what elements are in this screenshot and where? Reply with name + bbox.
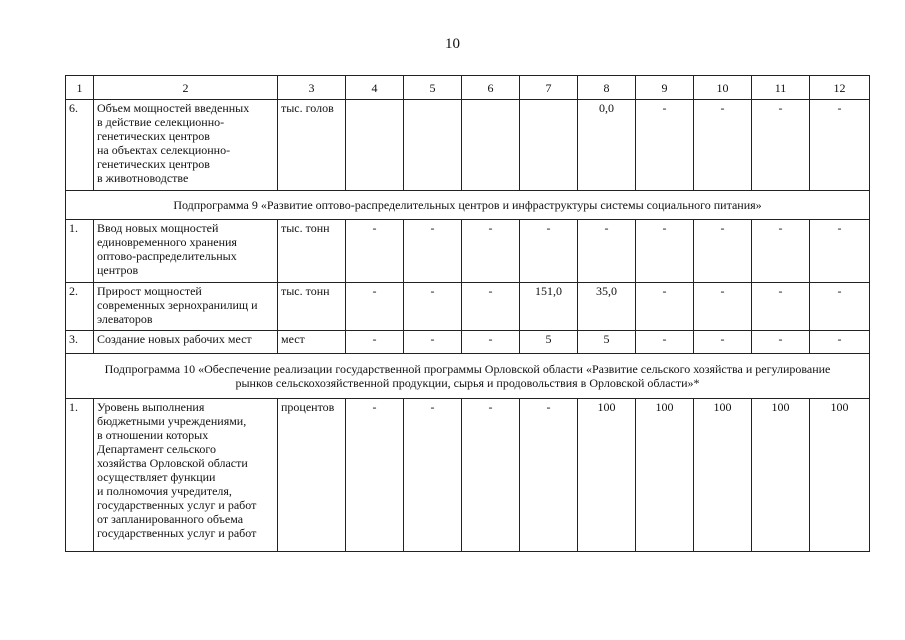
- value-cell: 0,0: [578, 100, 636, 191]
- column-number-row: [66, 76, 870, 100]
- value-cell: -: [462, 399, 520, 552]
- column-header: 4: [346, 76, 404, 100]
- indicator-name-line: Департамент сельского: [97, 442, 216, 456]
- value-cell: -: [694, 220, 752, 283]
- indicator-name-line: на объектах селекционно-: [97, 143, 231, 157]
- value-cell: -: [346, 283, 404, 331]
- value-cell: -: [404, 331, 462, 354]
- indicator-name: [94, 399, 278, 552]
- row-number: 2.: [66, 283, 94, 331]
- unit-cell: тыс. тонн: [278, 220, 346, 283]
- column-header: 6: [462, 76, 520, 100]
- row-number: 6.: [66, 100, 94, 191]
- value-cell: -: [810, 283, 870, 331]
- indicator-name-line: элеваторов: [97, 312, 153, 326]
- value-cell: -: [636, 331, 694, 354]
- table-row: [66, 283, 870, 331]
- value-cell: -: [752, 331, 810, 354]
- value-cell: [404, 100, 462, 191]
- value-cell: -: [752, 220, 810, 283]
- indicator-name-line: Прирост мощностей: [97, 284, 202, 298]
- value-cell: -: [636, 100, 694, 191]
- table-row: [66, 399, 870, 552]
- row-number: 3.: [66, 331, 94, 354]
- value-cell: [462, 100, 520, 191]
- column-header: 7: [520, 76, 578, 100]
- value-cell: -: [752, 100, 810, 191]
- indicator-name-line: государственных услуг и работ: [97, 498, 257, 512]
- indicator-name-line: Уровень выполнения: [97, 400, 205, 414]
- indicator-name-line: осуществляет функции: [97, 470, 216, 484]
- page-number: 10: [445, 36, 460, 52]
- indicator-name-line: оптово-распределительных: [97, 249, 237, 263]
- value-cell: 100: [694, 399, 752, 552]
- unit-cell: тыс. голов: [278, 100, 346, 191]
- row-number: 1.: [66, 220, 94, 283]
- column-header: 1: [66, 76, 94, 100]
- unit-cell: тыс. тонн: [278, 283, 346, 331]
- column-header: 12: [810, 76, 870, 100]
- value-cell: -: [636, 220, 694, 283]
- indicator-name-line: государственных услуг и работ: [97, 526, 257, 540]
- subprogram-9-title: Подпрограмма 9 «Развитие оптово-распределительных центров и инфраструктуры системы социального питания»: [66, 191, 870, 220]
- value-cell: -: [346, 331, 404, 354]
- indicator-name: [94, 220, 278, 283]
- value-cell: -: [462, 283, 520, 331]
- indicator-name-line: в отношении которых: [97, 428, 209, 442]
- indicator-name-line: Ввод новых мощностей: [97, 221, 219, 235]
- unit-cell: процентов: [278, 399, 346, 552]
- indicator-name-line: бюджетными учреждениями,: [97, 414, 247, 428]
- value-cell: -: [346, 399, 404, 552]
- value-cell: -: [404, 283, 462, 331]
- value-cell: -: [520, 399, 578, 552]
- indicator-name-line: и полномочия учредителя,: [97, 484, 232, 498]
- column-header: 9: [636, 76, 694, 100]
- value-cell: -: [752, 283, 810, 331]
- value-cell: 5: [578, 331, 636, 354]
- value-cell: 100: [752, 399, 810, 552]
- table-row: [66, 331, 870, 354]
- value-cell: -: [636, 283, 694, 331]
- indicator-name-line: генетических центров: [97, 129, 210, 143]
- value-cell: -: [810, 100, 870, 191]
- unit-cell: мест: [278, 331, 346, 354]
- column-header: 2: [94, 76, 278, 100]
- subprogram-10-title-line: Подпрограмма 10 «Обеспечение реализации государственной программы Орловской области «Развитие сельского хозяйства и регулирование: [104, 362, 831, 376]
- indicator-name-line: в животноводстве: [97, 171, 189, 185]
- indicator-name-line: от запланированного объема: [97, 512, 244, 526]
- indicator-name: [94, 283, 278, 331]
- subprogram-10-title-line: рынков сельскохозяйственной продукции, сырья и продовольствия в Орловской области»*: [235, 376, 700, 390]
- value-cell: -: [694, 331, 752, 354]
- value-cell: -: [404, 220, 462, 283]
- value-cell: -: [462, 331, 520, 354]
- indicator-name: [94, 100, 278, 191]
- value-cell: 35,0: [578, 283, 636, 331]
- value-cell: [520, 100, 578, 191]
- value-cell: -: [404, 399, 462, 552]
- indicator-name-line: Создание новых рабочих мест: [97, 332, 252, 346]
- row-number: 1.: [66, 399, 94, 552]
- value-cell: -: [578, 220, 636, 283]
- subprogram-10-title: [66, 354, 870, 399]
- value-cell: -: [810, 331, 870, 354]
- column-header: 3: [278, 76, 346, 100]
- value-cell: -: [694, 283, 752, 331]
- value-cell: -: [810, 220, 870, 283]
- value-cell: -: [462, 220, 520, 283]
- value-cell: -: [520, 220, 578, 283]
- indicator-name-line: генетических центров: [97, 157, 210, 171]
- indicator-name-line: в действие селекционно-: [97, 115, 225, 129]
- value-cell: -: [346, 220, 404, 283]
- subprogram-row: [66, 354, 870, 399]
- indicators-table: [65, 75, 870, 552]
- table-row: [66, 220, 870, 283]
- value-cell: 100: [810, 399, 870, 552]
- indicator-name-line: Объем мощностей введенных: [97, 101, 250, 115]
- value-cell: [346, 100, 404, 191]
- column-header: 10: [694, 76, 752, 100]
- column-header: 11: [752, 76, 810, 100]
- table-row: [66, 100, 870, 191]
- indicator-name-line: хозяйства Орловской области: [97, 456, 248, 470]
- value-cell: 100: [578, 399, 636, 552]
- value-cell: 100: [636, 399, 694, 552]
- subprogram-row: [66, 191, 870, 220]
- value-cell: -: [694, 100, 752, 191]
- indicator-name-line: современных зернохранилищ и: [97, 298, 258, 312]
- indicator-name: [94, 331, 278, 354]
- value-cell: 151,0: [520, 283, 578, 331]
- value-cell: 5: [520, 331, 578, 354]
- indicator-name-line: центров: [97, 263, 139, 277]
- column-header: 5: [404, 76, 462, 100]
- indicator-name-line: единовременного хранения: [97, 235, 237, 249]
- column-header: 8: [578, 76, 636, 100]
